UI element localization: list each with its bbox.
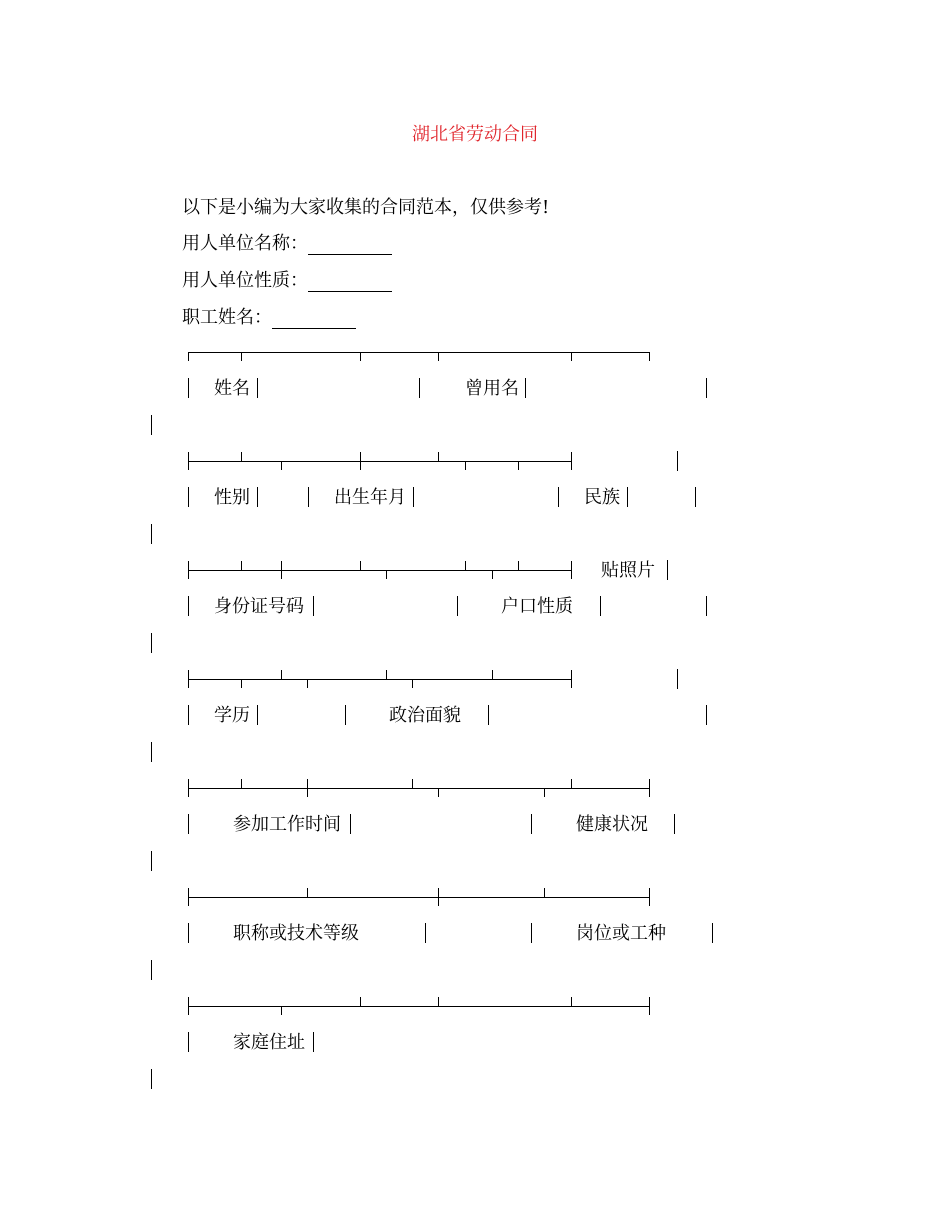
table-bar	[419, 378, 420, 398]
table-tick	[188, 352, 189, 361]
table-tick	[281, 1006, 282, 1015]
employer-type-line	[182, 270, 392, 292]
table-bar	[188, 596, 189, 616]
table-bar	[677, 451, 678, 471]
table-rule	[188, 679, 571, 680]
table-tick	[649, 997, 650, 1015]
document-title: 湖北省劳动合同	[412, 124, 538, 145]
table-tick	[188, 670, 189, 688]
table-tick	[241, 779, 242, 788]
table-bar	[350, 814, 351, 834]
table-tick	[281, 670, 282, 679]
table-tick	[188, 452, 189, 470]
table-tick	[360, 561, 361, 570]
table-bar	[531, 814, 532, 834]
table-bar	[706, 596, 707, 616]
table-bar	[188, 923, 189, 943]
employer-type-label: 用人单位性质：	[182, 270, 308, 291]
table-bar	[706, 705, 707, 725]
table-bar	[558, 487, 559, 507]
table-bar	[151, 851, 152, 871]
label-education: 学历	[214, 705, 250, 726]
table-tick	[649, 888, 650, 906]
table-bar	[677, 669, 678, 689]
table-bar	[188, 705, 189, 725]
table-tick	[188, 888, 189, 906]
employee-name-line	[182, 307, 356, 329]
table-tick	[241, 352, 242, 361]
table-tick	[518, 561, 519, 570]
table-tick	[571, 561, 572, 579]
table-tick	[188, 997, 189, 1015]
table-tick	[571, 352, 572, 361]
table-tick	[281, 561, 282, 579]
label-photo: 贴照片	[601, 560, 655, 581]
table-bar	[188, 487, 189, 507]
table-tick	[571, 779, 572, 788]
intro-text: 以下是小编为大家收集的合同范本，仅供参考!	[182, 197, 550, 218]
label-position-or-job: 岗位或工种	[576, 923, 666, 944]
table-rule	[188, 897, 650, 898]
table-rule	[188, 1006, 650, 1007]
table-tick	[571, 670, 572, 688]
label-gender: 性别	[214, 487, 250, 508]
table-rule	[188, 788, 650, 789]
table-tick	[281, 461, 282, 470]
table-bar	[188, 1032, 189, 1052]
table-bar	[425, 923, 426, 943]
table-rule	[188, 461, 571, 462]
table-rule	[188, 570, 571, 571]
table-tick	[241, 452, 242, 461]
table-bar	[600, 596, 601, 616]
table-tick	[307, 779, 308, 797]
table-tick	[386, 670, 387, 679]
table-bar	[313, 596, 314, 616]
label-political-status: 政治面貌	[389, 705, 461, 726]
table-tick	[360, 352, 361, 361]
table-bar	[257, 487, 258, 507]
table-bar	[151, 633, 152, 653]
table-bar	[188, 378, 189, 398]
table-bar	[151, 742, 152, 762]
table-bar	[667, 560, 668, 580]
table-tick	[438, 888, 439, 906]
table-bar	[488, 705, 489, 725]
label-work-start-time: 参加工作时间	[233, 814, 341, 835]
table-tick	[307, 888, 308, 897]
employer-type-blank[interactable]	[308, 273, 392, 292]
label-home-address: 家庭住址	[233, 1032, 305, 1053]
table-tick	[438, 788, 439, 797]
table-tick	[360, 452, 361, 470]
table-bar	[627, 487, 628, 507]
table-tick	[241, 679, 242, 688]
table-bar	[151, 524, 152, 544]
table-tick	[492, 670, 493, 679]
table-tick	[649, 352, 650, 361]
table-bar	[151, 1069, 152, 1089]
table-bar	[345, 705, 346, 725]
table-bar	[695, 487, 696, 507]
label-hukou-type: 户口性质	[501, 596, 573, 617]
table-tick	[649, 779, 650, 797]
table-bar	[257, 705, 258, 725]
table-bar	[257, 378, 258, 398]
table-rule	[188, 352, 650, 353]
table-tick	[386, 570, 387, 579]
table-tick	[188, 561, 189, 579]
table-tick	[188, 779, 189, 797]
table-tick	[465, 561, 466, 570]
table-bar	[531, 923, 532, 943]
table-bar	[712, 923, 713, 943]
label-ethnicity: 民族	[584, 487, 620, 508]
table-bar	[525, 378, 526, 398]
table-tick	[438, 452, 439, 461]
table-bar	[706, 378, 707, 398]
employer-name-line	[182, 233, 392, 255]
label-id-number: 身份证号码	[214, 596, 304, 617]
table-bar	[151, 415, 152, 435]
table-bar	[413, 487, 414, 507]
label-name: 姓名	[214, 378, 250, 399]
table-bar	[457, 596, 458, 616]
table-tick	[360, 997, 361, 1006]
table-tick	[544, 888, 545, 897]
table-tick	[571, 997, 572, 1006]
employer-name-blank[interactable]	[308, 236, 392, 255]
table-bar	[308, 487, 309, 507]
table-tick	[544, 788, 545, 797]
label-birth-date: 出生年月	[334, 487, 406, 508]
table-tick	[571, 452, 572, 470]
label-former-name: 曾用名	[465, 378, 519, 399]
label-title-or-grade: 职称或技术等级	[233, 923, 359, 944]
table-bar	[188, 814, 189, 834]
table-bar	[151, 960, 152, 980]
table-tick	[307, 679, 308, 688]
label-health-status: 健康状况	[576, 814, 648, 835]
employee-name-blank[interactable]	[272, 310, 356, 329]
table-tick	[412, 779, 413, 788]
employer-name-label: 用人单位名称：	[182, 233, 308, 254]
table-bar	[674, 814, 675, 834]
table-bar	[313, 1032, 314, 1052]
table-tick	[438, 997, 439, 1006]
employee-name-label: 职工姓名：	[182, 307, 272, 328]
table-tick	[438, 352, 439, 361]
table-tick	[518, 461, 519, 470]
table-tick	[412, 679, 413, 688]
table-tick	[465, 461, 466, 470]
table-tick	[492, 570, 493, 579]
table-tick	[241, 561, 242, 570]
